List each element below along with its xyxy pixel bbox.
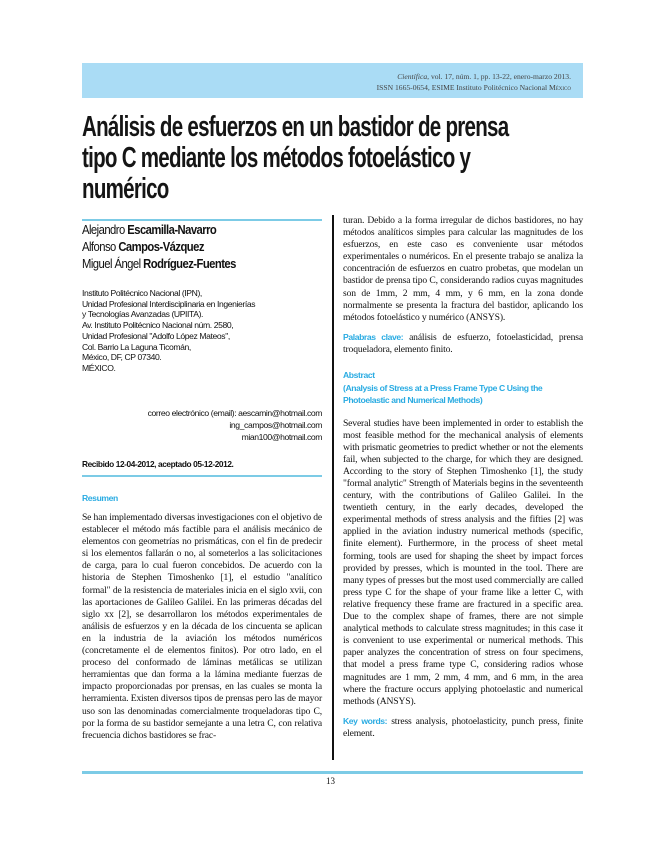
author-family: Escamilla-Navarro [127, 223, 217, 237]
right-column [343, 215, 583, 740]
affiliation [82, 288, 255, 374]
issn-text: ISSN 1665-0654, [376, 83, 432, 92]
author [82, 239, 236, 256]
email-line: correo electrónico (email): aescamin@hotmail.com [147, 408, 322, 418]
key-words [343, 715, 583, 740]
journal-name: Científica [397, 72, 428, 81]
affiliation-line: México, DF, CP 07340. [82, 352, 162, 363]
affiliation-line: Unidad Profesional Interdisciplinaria en Ingenierías [82, 298, 256, 309]
received-divider [82, 475, 322, 477]
resumen-heading: Resumen [82, 493, 118, 503]
author-family: Campos-Vázquez [118, 240, 204, 254]
affiliation-line: Instituto Politécnico Nacional (IPN), [82, 288, 202, 298]
author [82, 222, 236, 239]
affiliation-line: y Tecnologías Avanzadas (UPIITA). [82, 309, 204, 320]
abstract-heading-block [343, 369, 583, 407]
received-date: Recibido 12-04-2012, aceptado 05-12-2012. [82, 459, 234, 469]
author-family: Rodríguez-Fuentes [143, 257, 236, 271]
affiliation-line: Unidad Profesional "Adolfo López Mateos", [82, 330, 230, 341]
author [82, 256, 236, 273]
affiliation-line: Col. Barrio La Laguna Ticomán, [82, 341, 191, 352]
email-line: ing_campos@hotmail.com [229, 420, 322, 430]
citation-text: , vol. 17, núm. 1, pp. 13-22, enero-marzo 2013. [427, 72, 571, 81]
author-given: Alfonso [82, 240, 119, 254]
column-divider [332, 215, 334, 760]
institute-name: Instituto Politécnico Nacional [454, 83, 549, 92]
abstract-text: Several studies have been implemented in order to establish the most feasible method for the mechanical analysis of elements with prismatic geometries to predict whether or not the elements fail, when subjected to the charge, for which they are designed. According to the story of Stephen Timoshenko [1], the study "formal analytic" Strength of Materials begins in the seventeenth century, with the contributions of Galileo Galilei. In the twentieth century, in the early decades, developed the experimental methods of stress analysis and the fifties [2] was applied in the aviation industry numerical methods (specific, finite element). Furthermore, in the process of sheet metal forming, tools are used for shaping the sheet by impact forces provided by presses, which is mounted in the tool. There are many types of presses but the most used commercially are called press type C for the shape of your frame like a letter C, with relative frequency these frame are fractured in a specific area. Due to the complex shape of frames, there are not simple analytical methods to calculate stress magnitudes; in this case it is convenient to use experimental or numerical methods. This paper analyzes the concentration of stress on four specimens, that model a press frame type C, considering radios whose magnitudes are 1 mm, 2 mm, 4 mm, and 6 mm, in the area where the fracture occurs applying photoelastic and numerical methods (ANSYS). [343, 417, 583, 707]
author-given: Miguel Ángel [82, 257, 144, 271]
abstract-heading: Abstract [343, 370, 375, 381]
affiliation-line: MÉXICO. [82, 362, 116, 373]
palabras-clave-text: análisis de esfuerzo, fotoelasticidad, prensa troqueladora, elemento finito. [343, 331, 583, 355]
author-list [82, 222, 236, 273]
email-line: mian100@hotmail.com [241, 432, 322, 442]
resumen-text: Se han implementado diversas investigaciones con el objetivo de establecer el método más factible para el análisis mecánico de elementos con geometrías no prismáticas, con el fin de predecir si los elementos fallarán o no, al someterlos a las solicitaciones de carga, para lo cual fueron concebidos. De acuerdo con la historia de Stephen Timoshenko [1], el estudio "analítico formal" de la resistencia de materiales inicia en el siglo xvii, con las aportaciones de Galileo Galilei. En las primeras décadas del siglo xx [2], se desarrollaron los métodos experimentales de análisis de esfuerzos y en la década de los cincuenta se aplican en la industria de la aviación los métodos numéricos (concretamente el de elementos finitos). Por otro lado, en el proceso del conformado de láminas metálicas se utilizan herramientas que dan forma a la lámina mediante fuerzas de impacto proporcionadas por prensas, en las cuales se monta la herramienta. Existen diversos tipos de prensas pero las de mayor uso son las denominadas comercialmente troqueladoras tipo C, por la forma de su bastidor semejante a una letra C, con relativa frecuencia dichos bastidores se frac- [82, 512, 322, 741]
page-number: 13 [326, 776, 335, 786]
article-title: Análisis de esfuerzos en un bastidor de prensa tipo C mediante los métodos fotoelástico y numérico [82, 111, 509, 205]
author-given: Alejandro [82, 223, 128, 237]
journal-citation [397, 72, 571, 81]
key-words-text: stress analysis, photoelasticity, punch press, finite element. [343, 715, 583, 739]
title-divider [82, 219, 322, 221]
institute-abbr: ESIME [431, 83, 455, 92]
palabras-clave [343, 331, 583, 356]
country: México [548, 83, 571, 92]
key-words-label: Key words: [343, 715, 388, 726]
journal-issn [377, 83, 571, 92]
journal-header-band [82, 63, 583, 98]
affiliation-line: Av. Instituto Politécnico Nacional núm. 2580, [82, 320, 234, 331]
footer-rule [82, 771, 583, 774]
email-block [148, 407, 322, 443]
resumen-continued: turan. Debido a la forma irregular de dichos bastidores, no hay métodos analíticos simples para calcular las magnitudes de los esfuerzos, en este caso es conveniente usar métodos experimentales o numéricos. En el presente trabajo se analiza la concentración de esfuerzos en cuatro probetas, que modelan un bastidor de prensa tipo C, considerando radios cuyas magnitudes son de 1mm, 2 mm, 4 mm, y 6 mm, en la zona donde normalmente se presenta la fractura del bastidor, aplicando los métodos fotoelástico y numérico (ANSYS). [343, 215, 583, 323]
abstract-subtitle: (Analysis of Stress at a Press Frame Type C Using the Photoelastic and Numerical Methods) [343, 382, 543, 406]
palabras-clave-label: Palabras clave: [343, 331, 404, 342]
